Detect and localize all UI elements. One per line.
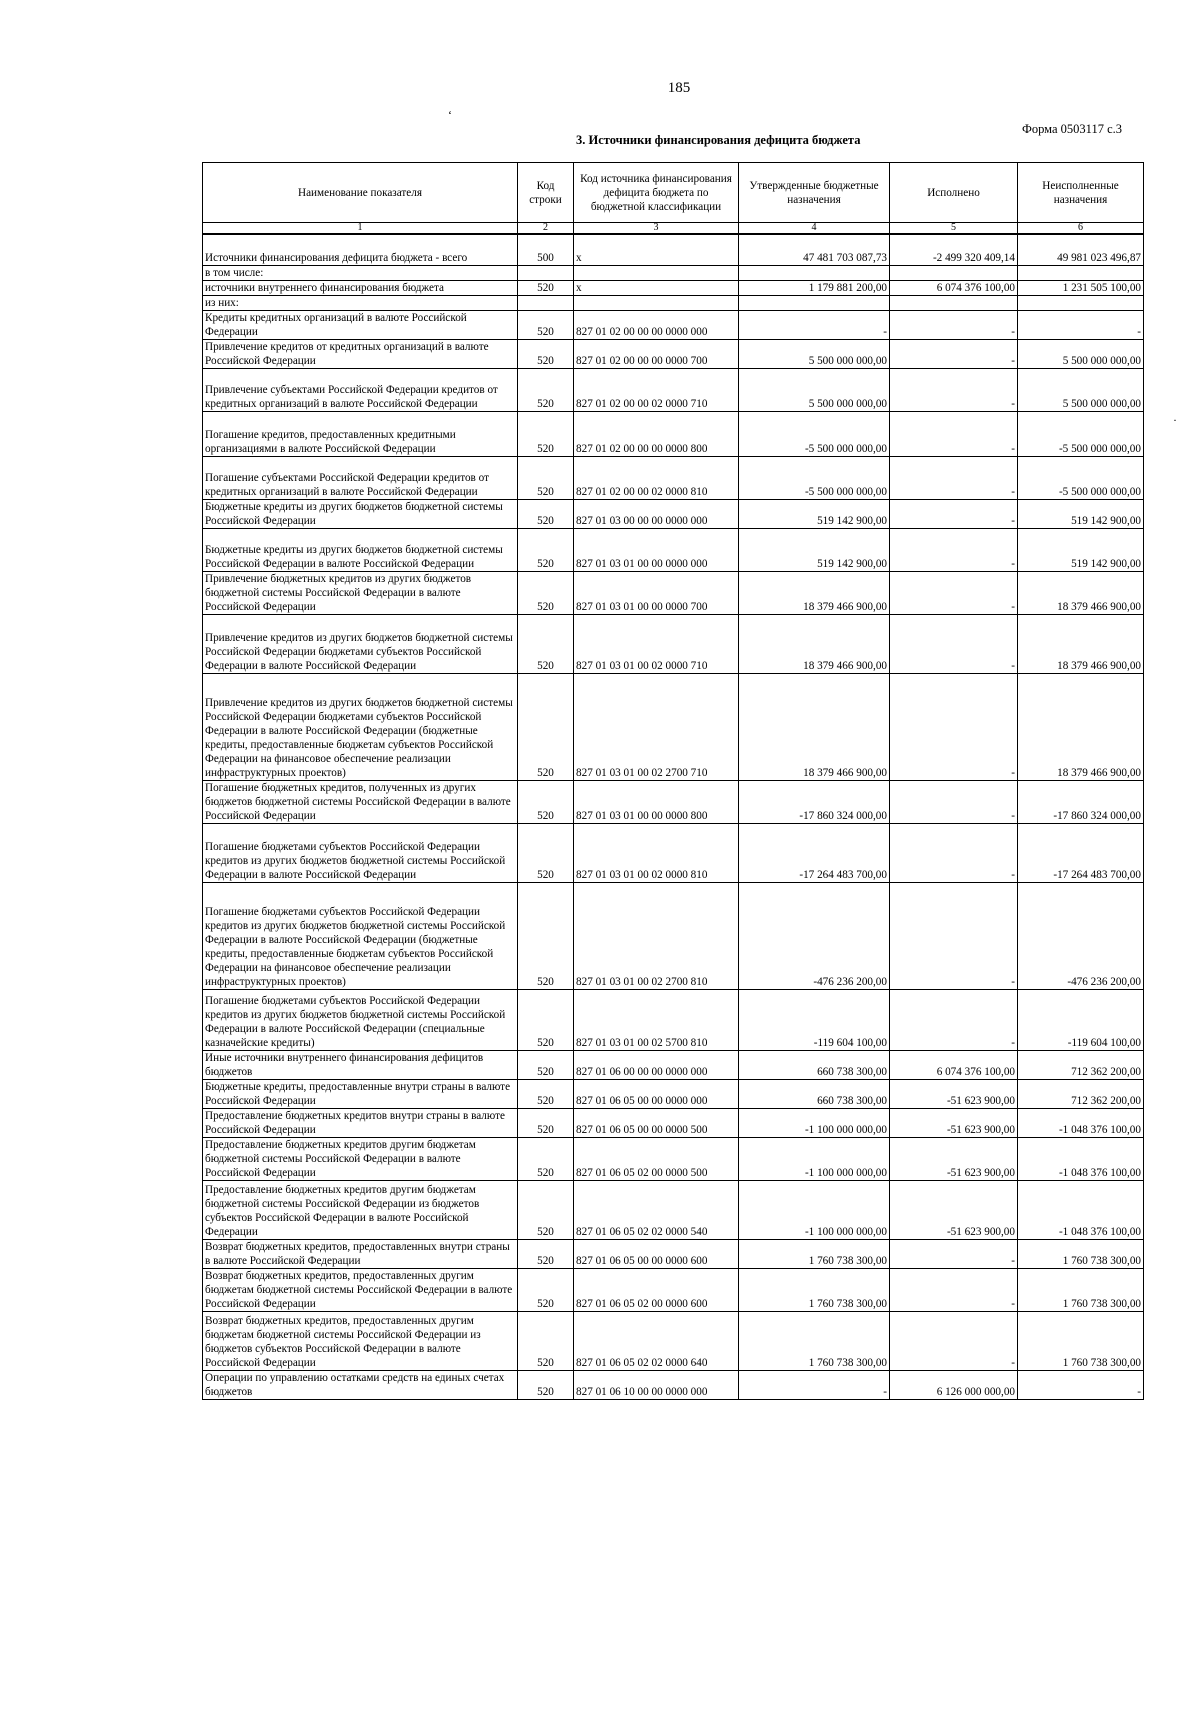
source-code bbox=[574, 296, 739, 311]
unexecuted-value: -17 264 483 700,00 bbox=[1018, 824, 1144, 883]
table-row bbox=[203, 674, 1144, 781]
row-name: Источники финансирования дефицита бюджета - всего bbox=[203, 234, 518, 266]
executed-value: 6 074 376 100,00 bbox=[890, 1051, 1018, 1080]
row-name: Привлечение кредитов из других бюджетов бюджетной системы Российской Федерации бюджетами субъектов Российской Федерации в валюте Российской Федерации (бюджетные кредиты, предоставленные бюджетам субъектов Российской Федерации на финансовое обеспечение реализации инфраструктурных проектов) bbox=[203, 674, 518, 781]
approved-value: 5 500 000 000,00 bbox=[739, 340, 890, 369]
row-name: Привлечение субъектами Российской Федерации кредитов от кредитных организаций в валюте Российской Федерации bbox=[203, 369, 518, 412]
table-row bbox=[203, 340, 1144, 369]
unexecuted-value: 519 142 900,00 bbox=[1018, 529, 1144, 572]
unexecuted-value: 712 362 200,00 bbox=[1018, 1080, 1144, 1109]
unexecuted-value: 1 760 738 300,00 bbox=[1018, 1312, 1144, 1371]
approved-value: 1 179 881 200,00 bbox=[739, 281, 890, 296]
table-row bbox=[203, 457, 1144, 500]
row-code: 520 bbox=[518, 990, 574, 1051]
source-code: 827 01 06 05 02 00 0000 500 bbox=[574, 1138, 739, 1181]
row-name: Бюджетные кредиты из других бюджетов бюджетной системы Российской Федерации bbox=[203, 500, 518, 529]
unexecuted-value: 18 379 466 900,00 bbox=[1018, 674, 1144, 781]
row-code: 520 bbox=[518, 311, 574, 340]
row-name: Возврат бюджетных кредитов, предоставленных другим бюджетам бюджетной системы Российской Федерации в валюте Российской Федерации bbox=[203, 1269, 518, 1312]
row-code: 520 bbox=[518, 674, 574, 781]
row-name: Бюджетные кредиты из других бюджетов бюджетной системы Российской Федерации в валюте Российской Федерации bbox=[203, 529, 518, 572]
approved-value: 47 481 703 087,73 bbox=[739, 234, 890, 266]
row-code: 520 bbox=[518, 1240, 574, 1269]
unexecuted-value: 519 142 900,00 bbox=[1018, 500, 1144, 529]
page-number: 185 bbox=[667, 80, 691, 96]
table-row bbox=[203, 281, 1144, 296]
approved-value: 519 142 900,00 bbox=[739, 529, 890, 572]
unexecuted-value: -5 500 000 000,00 bbox=[1018, 412, 1144, 457]
executed-value: 6 074 376 100,00 bbox=[890, 281, 1018, 296]
approved-value: 1 760 738 300,00 bbox=[739, 1312, 890, 1371]
row-code: 520 bbox=[518, 1109, 574, 1138]
approved-value: 660 738 300,00 bbox=[739, 1080, 890, 1109]
unexecuted-value bbox=[1018, 266, 1144, 281]
source-code: 827 01 03 01 00 00 0000 700 bbox=[574, 572, 739, 615]
executed-value: 6 126 000 000,00 bbox=[890, 1371, 1018, 1400]
source-code: 827 01 02 00 00 00 0000 800 bbox=[574, 412, 739, 457]
row-name: Привлечение кредитов от кредитных организаций в валюте Российской Федерации bbox=[203, 340, 518, 369]
row-code: 520 bbox=[518, 457, 574, 500]
row-code: 520 bbox=[518, 1371, 574, 1400]
approved-value: -1 100 000 000,00 bbox=[739, 1181, 890, 1240]
row-name: Возврат бюджетных кредитов, предоставленных другим бюджетам бюджетной системы Российской Федерации из бюджетов субъектов Российской Федерации в валюте Российской Федерации bbox=[203, 1312, 518, 1371]
row-name: Погашение бюджетных кредитов, полученных из других бюджетов бюджетной системы Российской Федерации в валюте Российской Федерации bbox=[203, 781, 518, 824]
approved-value: -1 100 000 000,00 bbox=[739, 1109, 890, 1138]
header-executed: Исполнено bbox=[890, 163, 1018, 223]
unexecuted-value: 49 981 023 496,87 bbox=[1018, 234, 1144, 266]
row-code: 520 bbox=[518, 824, 574, 883]
unexecuted-value: 18 379 466 900,00 bbox=[1018, 572, 1144, 615]
table-row bbox=[203, 1051, 1144, 1080]
unexecuted-value: 5 500 000 000,00 bbox=[1018, 369, 1144, 412]
table-row bbox=[203, 311, 1144, 340]
approved-value: 519 142 900,00 bbox=[739, 500, 890, 529]
row-code: 520 bbox=[518, 883, 574, 990]
table-row bbox=[203, 572, 1144, 615]
source-code: 827 01 06 05 00 00 0000 500 bbox=[574, 1109, 739, 1138]
executed-value: - bbox=[890, 500, 1018, 529]
row-code: 520 bbox=[518, 615, 574, 674]
source-code: 827 01 03 01 00 02 2700 810 bbox=[574, 883, 739, 990]
executed-value: - bbox=[890, 311, 1018, 340]
form-label: Форма 0503117 с.3 bbox=[1022, 122, 1123, 136]
scan-mark: · bbox=[1173, 413, 1177, 427]
row-code: 520 bbox=[518, 529, 574, 572]
unexecuted-value: - bbox=[1018, 311, 1144, 340]
executed-value bbox=[890, 266, 1018, 281]
source-code: 827 01 03 01 00 02 0000 710 bbox=[574, 615, 739, 674]
header-unexecuted: Неисполненные назначения bbox=[1018, 163, 1144, 223]
executed-value: - bbox=[890, 572, 1018, 615]
approved-value: 660 738 300,00 bbox=[739, 1051, 890, 1080]
executed-value: - bbox=[890, 1312, 1018, 1371]
row-code: 520 bbox=[518, 1051, 574, 1080]
column-number: 6 bbox=[1018, 223, 1144, 235]
row-code: 520 bbox=[518, 572, 574, 615]
source-code: 827 01 02 00 00 00 0000 000 bbox=[574, 311, 739, 340]
row-name: Операции по управлению остатками средств на единых счетах бюджетов bbox=[203, 1371, 518, 1400]
approved-value: -5 500 000 000,00 bbox=[739, 412, 890, 457]
source-code: x bbox=[574, 234, 739, 266]
row-code bbox=[518, 296, 574, 311]
row-code: 520 bbox=[518, 1181, 574, 1240]
source-code: 827 01 03 01 00 02 2700 710 bbox=[574, 674, 739, 781]
approved-value: 5 500 000 000,00 bbox=[739, 369, 890, 412]
row-name: в том числе: bbox=[203, 266, 518, 281]
approved-value: -1 100 000 000,00 bbox=[739, 1138, 890, 1181]
column-number: 3 bbox=[574, 223, 739, 235]
executed-value: -51 623 900,00 bbox=[890, 1181, 1018, 1240]
row-name: Погашение субъектами Российской Федерации кредитов от кредитных организаций в валюте Российской Федерации bbox=[203, 457, 518, 500]
executed-value: - bbox=[890, 457, 1018, 500]
source-code bbox=[574, 266, 739, 281]
source-code: 827 01 06 05 02 02 0000 640 bbox=[574, 1312, 739, 1371]
table-row bbox=[203, 369, 1144, 412]
row-name: Погашение бюджетами субъектов Российской Федерации кредитов из других бюджетов бюджетной системы Российской Федерации в валюте Российской Федерации (бюджетные кредиты, предоставленные бюджетам субъектов Российской Федерации на финансовое обеспечение реализации инфраструктурных проектов) bbox=[203, 883, 518, 990]
column-number: 5 bbox=[890, 223, 1018, 235]
approved-value: -119 604 100,00 bbox=[739, 990, 890, 1051]
unexecuted-value: 1 760 738 300,00 bbox=[1018, 1240, 1144, 1269]
approved-value: 18 379 466 900,00 bbox=[739, 615, 890, 674]
approved-value: - bbox=[739, 311, 890, 340]
source-code: 827 01 06 05 02 00 0000 600 bbox=[574, 1269, 739, 1312]
table-row bbox=[203, 296, 1144, 311]
source-code: 827 01 02 00 00 02 0000 810 bbox=[574, 457, 739, 500]
executed-value bbox=[890, 296, 1018, 311]
unexecuted-value: -1 048 376 100,00 bbox=[1018, 1181, 1144, 1240]
executed-value: -51 623 900,00 bbox=[890, 1138, 1018, 1181]
row-name: Иные источники внутреннего финансирования дефицитов бюджетов bbox=[203, 1051, 518, 1080]
executed-value: - bbox=[890, 529, 1018, 572]
approved-value: -5 500 000 000,00 bbox=[739, 457, 890, 500]
table-row bbox=[203, 1269, 1144, 1312]
column-number: 1 bbox=[203, 223, 518, 235]
row-name: Предоставление бюджетных кредитов внутри страны в валюте Российской Федерации bbox=[203, 1109, 518, 1138]
row-code: 520 bbox=[518, 340, 574, 369]
source-code: 827 01 03 01 00 00 0000 000 bbox=[574, 529, 739, 572]
unexecuted-value: -17 860 324 000,00 bbox=[1018, 781, 1144, 824]
approved-value bbox=[739, 266, 890, 281]
executed-value: - bbox=[890, 369, 1018, 412]
scan-mark: ‘ bbox=[448, 108, 452, 122]
executed-value: - bbox=[890, 1240, 1018, 1269]
table-row bbox=[203, 500, 1144, 529]
column-number: 2 bbox=[518, 223, 574, 235]
header-row bbox=[203, 163, 1144, 223]
table-row bbox=[203, 412, 1144, 457]
source-code: 827 01 03 01 00 02 5700 810 bbox=[574, 990, 739, 1051]
row-name: Бюджетные кредиты, предоставленные внутри страны в валюте Российской Федерации bbox=[203, 1080, 518, 1109]
table-row bbox=[203, 529, 1144, 572]
table-row bbox=[203, 824, 1144, 883]
source-code: 827 01 02 00 00 02 0000 710 bbox=[574, 369, 739, 412]
approved-value: 18 379 466 900,00 bbox=[739, 674, 890, 781]
source-code: 827 01 02 00 00 00 0000 700 bbox=[574, 340, 739, 369]
row-name: Привлечение кредитов из других бюджетов бюджетной системы Российской Федерации бюджетами субъектов Российской Федерации в валюте Российской Федерации bbox=[203, 615, 518, 674]
row-name: Погашение бюджетами субъектов Российской Федерации кредитов из других бюджетов бюджетной системы Российской Федерации в валюте Российской Федерации bbox=[203, 824, 518, 883]
approved-value: 1 760 738 300,00 bbox=[739, 1269, 890, 1312]
source-code: 827 01 03 00 00 00 0000 000 bbox=[574, 500, 739, 529]
row-name: Предоставление бюджетных кредитов другим бюджетам бюджетной системы Российской Федерации в валюте Российской Федерации bbox=[203, 1138, 518, 1181]
table-row bbox=[203, 1312, 1144, 1371]
table-row bbox=[203, 1138, 1144, 1181]
unexecuted-value: 712 362 200,00 bbox=[1018, 1051, 1144, 1080]
executed-value: - bbox=[890, 1269, 1018, 1312]
row-name: из них: bbox=[203, 296, 518, 311]
executed-value: - bbox=[890, 883, 1018, 990]
approved-value: - bbox=[739, 1371, 890, 1400]
executed-value: - bbox=[890, 340, 1018, 369]
row-name: Кредиты кредитных организаций в валюте Российской Федерации bbox=[203, 311, 518, 340]
source-code: 827 01 06 10 00 00 0000 000 bbox=[574, 1371, 739, 1400]
unexecuted-value: -476 236 200,00 bbox=[1018, 883, 1144, 990]
row-name: источники внутреннего финансирования бюджета bbox=[203, 281, 518, 296]
unexecuted-value: -5 500 000 000,00 bbox=[1018, 457, 1144, 500]
row-code: 520 bbox=[518, 1080, 574, 1109]
executed-value: - bbox=[890, 412, 1018, 457]
table-row bbox=[203, 883, 1144, 990]
row-code: 520 bbox=[518, 1312, 574, 1371]
header-row-code: Код строки bbox=[518, 163, 574, 223]
table-row bbox=[203, 234, 1144, 266]
unexecuted-value: -119 604 100,00 bbox=[1018, 990, 1144, 1051]
row-code: 520 bbox=[518, 781, 574, 824]
row-name: Привлечение бюджетных кредитов из других бюджетов бюджетной системы Российской Федерации в валюте Российской Федерации bbox=[203, 572, 518, 615]
unexecuted-value: 5 500 000 000,00 bbox=[1018, 340, 1144, 369]
table-row bbox=[203, 1109, 1144, 1138]
header-source-code: Код источника финансирования дефицита бюджета по бюджетной классификации bbox=[574, 163, 739, 223]
executed-value: -51 623 900,00 bbox=[890, 1080, 1018, 1109]
executed-value: - bbox=[890, 990, 1018, 1051]
row-code: 520 bbox=[518, 500, 574, 529]
table-row bbox=[203, 990, 1144, 1051]
executed-value: - bbox=[890, 824, 1018, 883]
table-row bbox=[203, 781, 1144, 824]
row-code: 520 bbox=[518, 1138, 574, 1181]
executed-value: - bbox=[890, 615, 1018, 674]
source-code: 827 01 06 00 00 00 0000 000 bbox=[574, 1051, 739, 1080]
executed-value: - bbox=[890, 674, 1018, 781]
source-code: x bbox=[574, 281, 739, 296]
sources-table bbox=[202, 162, 1144, 1400]
approved-value: -476 236 200,00 bbox=[739, 883, 890, 990]
unexecuted-value: 1 760 738 300,00 bbox=[1018, 1269, 1144, 1312]
approved-value: -17 264 483 700,00 bbox=[739, 824, 890, 883]
row-code: 520 bbox=[518, 369, 574, 412]
header-approved: Утвержденные бюджетные назначения bbox=[739, 163, 890, 223]
unexecuted-value: -1 048 376 100,00 bbox=[1018, 1109, 1144, 1138]
table-row bbox=[203, 1181, 1144, 1240]
approved-value bbox=[739, 296, 890, 311]
column-number-row bbox=[203, 223, 1144, 235]
unexecuted-value: 1 231 505 100,00 bbox=[1018, 281, 1144, 296]
section-title: 3. Источники финансирования дефицита бюджета bbox=[576, 133, 861, 147]
row-code: 520 bbox=[518, 1269, 574, 1312]
executed-value: - bbox=[890, 781, 1018, 824]
unexecuted-value: - bbox=[1018, 1371, 1144, 1400]
table-row bbox=[203, 1240, 1144, 1269]
executed-value: -2 499 320 409,14 bbox=[890, 234, 1018, 266]
approved-value: 18 379 466 900,00 bbox=[739, 572, 890, 615]
approved-value: 1 760 738 300,00 bbox=[739, 1240, 890, 1269]
row-name: Возврат бюджетных кредитов, предоставленных внутри страны в валюте Российской Федерации bbox=[203, 1240, 518, 1269]
source-code: 827 01 06 05 02 02 0000 540 bbox=[574, 1181, 739, 1240]
unexecuted-value bbox=[1018, 296, 1144, 311]
row-name: Предоставление бюджетных кредитов другим бюджетам бюджетной системы Российской Федерации из бюджетов субъектов Российской Федерации в валюте Российской Федерации bbox=[203, 1181, 518, 1240]
table-body bbox=[203, 234, 1144, 1400]
source-code: 827 01 06 05 00 00 0000 600 bbox=[574, 1240, 739, 1269]
unexecuted-value: -1 048 376 100,00 bbox=[1018, 1138, 1144, 1181]
row-code: 520 bbox=[518, 281, 574, 296]
table-row bbox=[203, 266, 1144, 281]
column-number: 4 bbox=[739, 223, 890, 235]
row-name: Погашение бюджетами субъектов Российской Федерации кредитов из других бюджетов бюджетной системы Российской Федерации в валюте Российской Федерации (специальные казначейские кредиты) bbox=[203, 990, 518, 1051]
header-name: Наименование показателя bbox=[203, 163, 518, 223]
row-code bbox=[518, 266, 574, 281]
table-row bbox=[203, 1080, 1144, 1109]
table-row bbox=[203, 615, 1144, 674]
approved-value: -17 860 324 000,00 bbox=[739, 781, 890, 824]
source-code: 827 01 03 01 00 02 0000 810 bbox=[574, 824, 739, 883]
unexecuted-value: 18 379 466 900,00 bbox=[1018, 615, 1144, 674]
row-name: Погашение кредитов, предоставленных кредитными организациями в валюте Российской Федерации bbox=[203, 412, 518, 457]
table-row bbox=[203, 1371, 1144, 1400]
executed-value: -51 623 900,00 bbox=[890, 1109, 1018, 1138]
row-code: 520 bbox=[518, 412, 574, 457]
source-code: 827 01 03 01 00 00 0000 800 bbox=[574, 781, 739, 824]
row-code: 500 bbox=[518, 234, 574, 266]
source-code: 827 01 06 05 00 00 0000 000 bbox=[574, 1080, 739, 1109]
